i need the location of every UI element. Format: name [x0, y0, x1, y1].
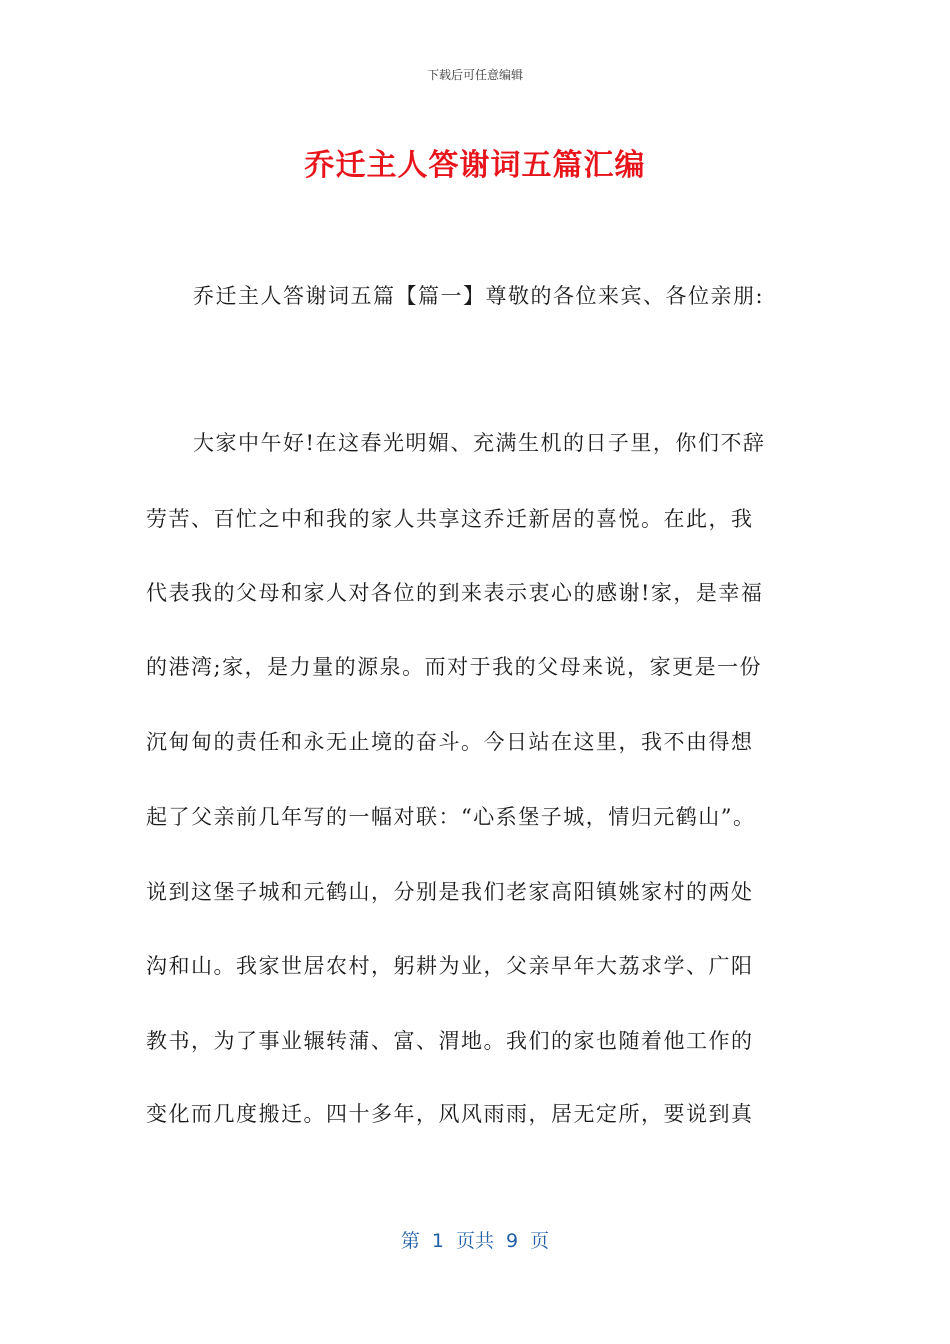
body-line: 说到这堡子城和元鹤山，分别是我们老家高阳镇姚家村的两处 [146, 880, 754, 904]
header-note: 下载后可任意编辑 [426, 68, 523, 82]
document-title: 乔迁主人答谢词五篇汇编 [304, 148, 646, 183]
body-line: 大家中午好!在这春光明媚、充满生机的日子里，你们不辞 [193, 431, 766, 455]
body-line: 的港湾;家，是力量的源泉。而对于我的父母来说，家更是一份 [146, 655, 763, 679]
intro-line: 乔迁主人答谢词五篇【篇一】尊敬的各位来宾、各位亲朋: [193, 284, 765, 308]
body-line: 沉甸甸的责任和永无止境的奋斗。今日站在这里，我不由得想 [146, 730, 754, 754]
body-line: 起了父亲前几年写的一幅对联：“心系堡子城，情归元鹤山”。 [146, 805, 756, 829]
body-line: 变化而几度搬迁。四十多年，风风雨雨，居无定所，要说到真 [146, 1102, 754, 1126]
body-line: 沟和山。我家世居农村，躬耕为业，父亲早年大荔求学、广阳 [146, 954, 754, 978]
body-line: 代表我的父母和家人对各位的到来表示衷心的感谢!家，是幸福 [146, 581, 764, 605]
body-line: 劳苦、百忙之中和我的家人共享这乔迁新居的喜悦。在此，我 [146, 507, 754, 531]
body-line: 教书，为了事业辗转蒲、富、渭地。我们的家也随着他工作的 [146, 1029, 754, 1053]
page-number: 第 1 页共 9 页 [400, 1230, 550, 1252]
